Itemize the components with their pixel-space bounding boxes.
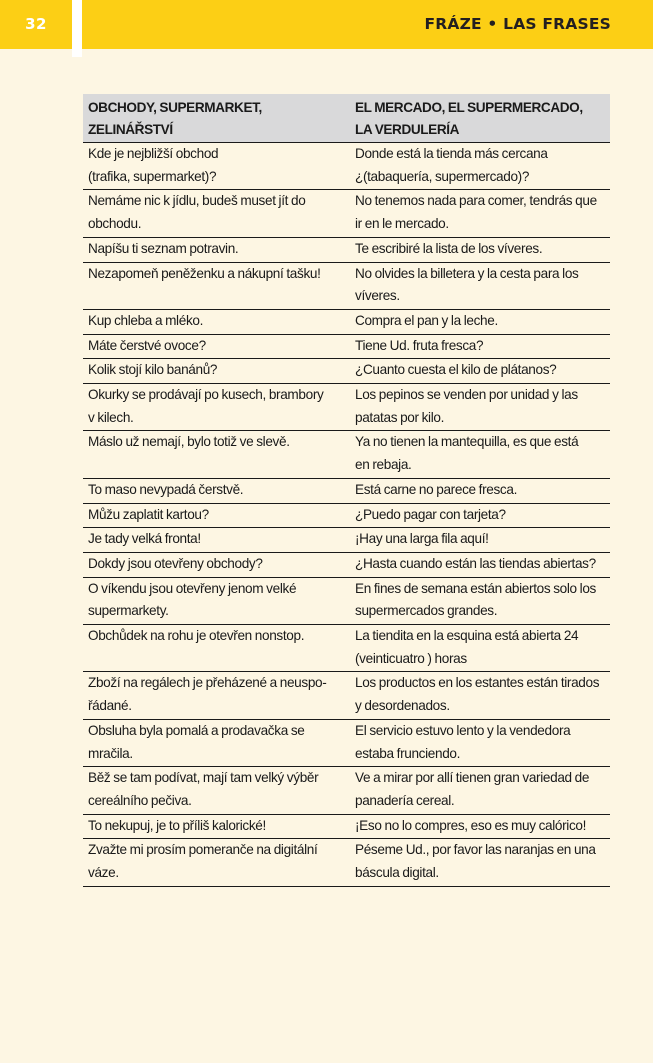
table-row [83, 528, 610, 553]
table-row [83, 190, 610, 237]
spanish-phrase-cell [347, 384, 610, 431]
spanish-phrase-cell [347, 503, 610, 528]
table-row [83, 431, 610, 478]
column-header-line: EL MERCADO, EL SUPERMERCADO, [355, 100, 583, 115]
spanish-phrase-cell [347, 334, 610, 359]
phrase-line: Máte čerstvé ovoce? [88, 337, 206, 353]
table-row [83, 237, 610, 262]
phrase-line: To nekupuj, je to příliš kalorické! [88, 817, 266, 833]
spanish-phrase-cell [347, 528, 610, 553]
spanish-phrase-cell [347, 359, 610, 384]
phrase-line: řádané. [88, 698, 132, 714]
phrase-line: ¿(tabaquería, supermercado)? [355, 168, 530, 184]
czech-phrase-cell [83, 359, 347, 384]
phrase-line: Donde está la tienda más cercana [355, 146, 548, 161]
phrase-line: obchodu. [88, 216, 142, 232]
czech-phrase-cell [83, 719, 347, 766]
phrase-line: Zvažte mi prosím pomeranče na digitální [88, 842, 318, 858]
table-header-row [83, 94, 610, 143]
czech-phrase-cell [83, 552, 347, 577]
column-header-line: LA VERDULERÍA [355, 122, 460, 137]
czech-phrase-cell [83, 384, 347, 431]
phrase-line: ¡Eso no lo compres, eso es muy calórico! [355, 817, 587, 833]
phrase-line: ¿Hasta cuando están las tiendas abiertas? [355, 555, 596, 571]
czech-phrase-cell [83, 814, 347, 839]
phrase-line: patatas por kilo. [355, 409, 445, 425]
czech-phrase-cell [83, 528, 347, 553]
phrase-line: Compra el pan y la leche. [355, 312, 498, 328]
phrase-line: ¡Hay una larga fila aquí! [355, 531, 489, 547]
page-header [0, 0, 653, 49]
phrase-line: Je tady velká fronta! [88, 531, 201, 547]
table-row [83, 262, 610, 309]
page-number: 32 [25, 15, 47, 33]
phrase-line: (trafika, supermarket)? [88, 168, 217, 184]
column-header-line: ZELINÁŘSTVÍ [88, 122, 173, 137]
phrase-line: No olvides la billetera y la cesta para los [355, 265, 579, 281]
phrase-line: váze. [88, 865, 119, 881]
phrase-line: Te escribiré la lista de los víveres. [355, 240, 543, 256]
phrase-line: La tiendita en la esquina está abierta 24 [355, 628, 579, 644]
phrase-line: No tenemos nada para comer, tendrás que [355, 193, 597, 209]
phrase-line: Okurky se prodávají po kusech, brambory [88, 387, 324, 403]
czech-phrase-cell [83, 262, 347, 309]
spanish-phrase-cell [347, 577, 610, 624]
spanish-phrase-cell [347, 478, 610, 503]
czech-phrase-cell [83, 143, 347, 190]
spanish-phrase-cell [347, 672, 610, 719]
phrase-line: Můžu zaplatit kartou? [88, 506, 209, 522]
phrase-line: Nezapomeň peněženku a nákupní tašku! [88, 265, 321, 281]
czech-phrase-cell [83, 309, 347, 334]
phrase-line: ¿Puedo pagar con tarjeta? [355, 506, 506, 522]
phrase-line: El servicio estuvo lento y la vendedora [355, 722, 571, 738]
phrase-line: báscula digital. [355, 865, 439, 881]
table-row [83, 625, 610, 672]
table-row [83, 672, 610, 719]
phrase-line: ir en le mercado. [355, 216, 449, 232]
spanish-phrase-cell [347, 719, 610, 766]
column-header-spanish [347, 94, 610, 143]
header-divider [72, 0, 82, 57]
czech-phrase-cell [83, 190, 347, 237]
column-header-line: OBCHODY, SUPERMARKET, [88, 100, 262, 115]
phrase-line: En fines de semana están abiertos solo los [355, 580, 596, 596]
table-row [83, 814, 610, 839]
phrase-line: mračila. [88, 745, 133, 761]
phrase-line: v kilech. [88, 409, 134, 425]
table-row [83, 359, 610, 384]
phrase-line: cereálního pečiva. [88, 792, 192, 808]
table-row [83, 143, 610, 190]
phrase-line: Ve a mirar por allí tienen gran variedad de [355, 770, 590, 786]
phrase-line: Los productos en los estantes están tirados [355, 675, 600, 691]
spanish-phrase-cell [347, 625, 610, 672]
table-row [83, 478, 610, 503]
czech-phrase-cell [83, 237, 347, 262]
spanish-phrase-cell [347, 431, 610, 478]
czech-phrase-cell [83, 334, 347, 359]
phrase-table [83, 94, 610, 887]
phrase-line: Kup chleba a mléko. [88, 312, 204, 328]
table-row [83, 552, 610, 577]
phrase-line: (veinticuatro ) horas [355, 650, 467, 666]
section-title: FRÁZE • LAS FRASES [424, 15, 611, 33]
table-row [83, 577, 610, 624]
phrase-line: Tiene Ud. fruta fresca? [355, 337, 484, 353]
spanish-phrase-cell [347, 143, 610, 190]
phrase-line: supermarkety. [88, 603, 169, 619]
spanish-phrase-cell [347, 767, 610, 814]
czech-phrase-cell [83, 625, 347, 672]
phrase-line: Zboží na regálech je přeházené a neuspo- [88, 675, 327, 691]
czech-phrase-cell [83, 577, 347, 624]
phrase-line: Ya no tienen la mantequilla, es que está [355, 434, 579, 450]
spanish-phrase-cell [347, 262, 610, 309]
phrase-line: en rebaja. [355, 457, 412, 473]
column-header-czech [83, 94, 347, 143]
phrase-line: víveres. [355, 288, 400, 304]
phrase-line: Dokdy jsou otevřeny obchody? [88, 555, 263, 571]
phrase-line: O víkendu jsou otevřeny jenom velké [88, 580, 297, 596]
table-row [83, 384, 610, 431]
czech-phrase-cell [83, 478, 347, 503]
czech-phrase-cell [83, 672, 347, 719]
table-row [83, 309, 610, 334]
spanish-phrase-cell [347, 190, 610, 237]
table-row [83, 767, 610, 814]
czech-phrase-cell [83, 839, 347, 886]
phrase-line: y desordenados. [355, 698, 450, 714]
phrase-line: Obsluha byla pomalá a prodavačka se [88, 722, 305, 738]
phrase-line: supermercados grandes. [355, 603, 498, 619]
phrase-line: ¿Cuanto cuesta el kilo de plátanos? [355, 362, 557, 378]
czech-phrase-cell [83, 431, 347, 478]
spanish-phrase-cell [347, 552, 610, 577]
table-row [83, 334, 610, 359]
table-row [83, 719, 610, 766]
phrase-line: Kde je nejbližší obchod [88, 146, 219, 161]
spanish-phrase-cell [347, 814, 610, 839]
phrase-line: Napíšu ti seznam potravin. [88, 240, 239, 256]
phrase-line: Obchůdek na rohu je otevřen nonstop. [88, 628, 305, 644]
phrase-line: Máslo už nemají, bylo totiž ve slevě. [88, 434, 290, 450]
phrase-line: Los pepinos se venden por unidad y las [355, 387, 578, 403]
phrase-line: To maso nevypadá čerstvě. [88, 481, 244, 497]
phrase-line: panadería cereal. [355, 792, 455, 808]
phrase-line: Běž se tam podívat, mají tam velký výběr [88, 770, 319, 786]
spanish-phrase-cell [347, 309, 610, 334]
czech-phrase-cell [83, 767, 347, 814]
czech-phrase-cell [83, 503, 347, 528]
phrase-line: Está carne no parece fresca. [355, 481, 517, 497]
phrase-line: estaba frunciendo. [355, 745, 461, 761]
table-row [83, 503, 610, 528]
spanish-phrase-cell [347, 237, 610, 262]
phrase-line: Kolik stojí kilo banánů? [88, 362, 218, 378]
phrase-line: Péseme Ud., por favor las naranjas en una [355, 842, 596, 858]
table-row [83, 839, 610, 886]
phrase-line: Nemáme nic k jídlu, budeš muset jít do [88, 193, 306, 209]
spanish-phrase-cell [347, 839, 610, 886]
